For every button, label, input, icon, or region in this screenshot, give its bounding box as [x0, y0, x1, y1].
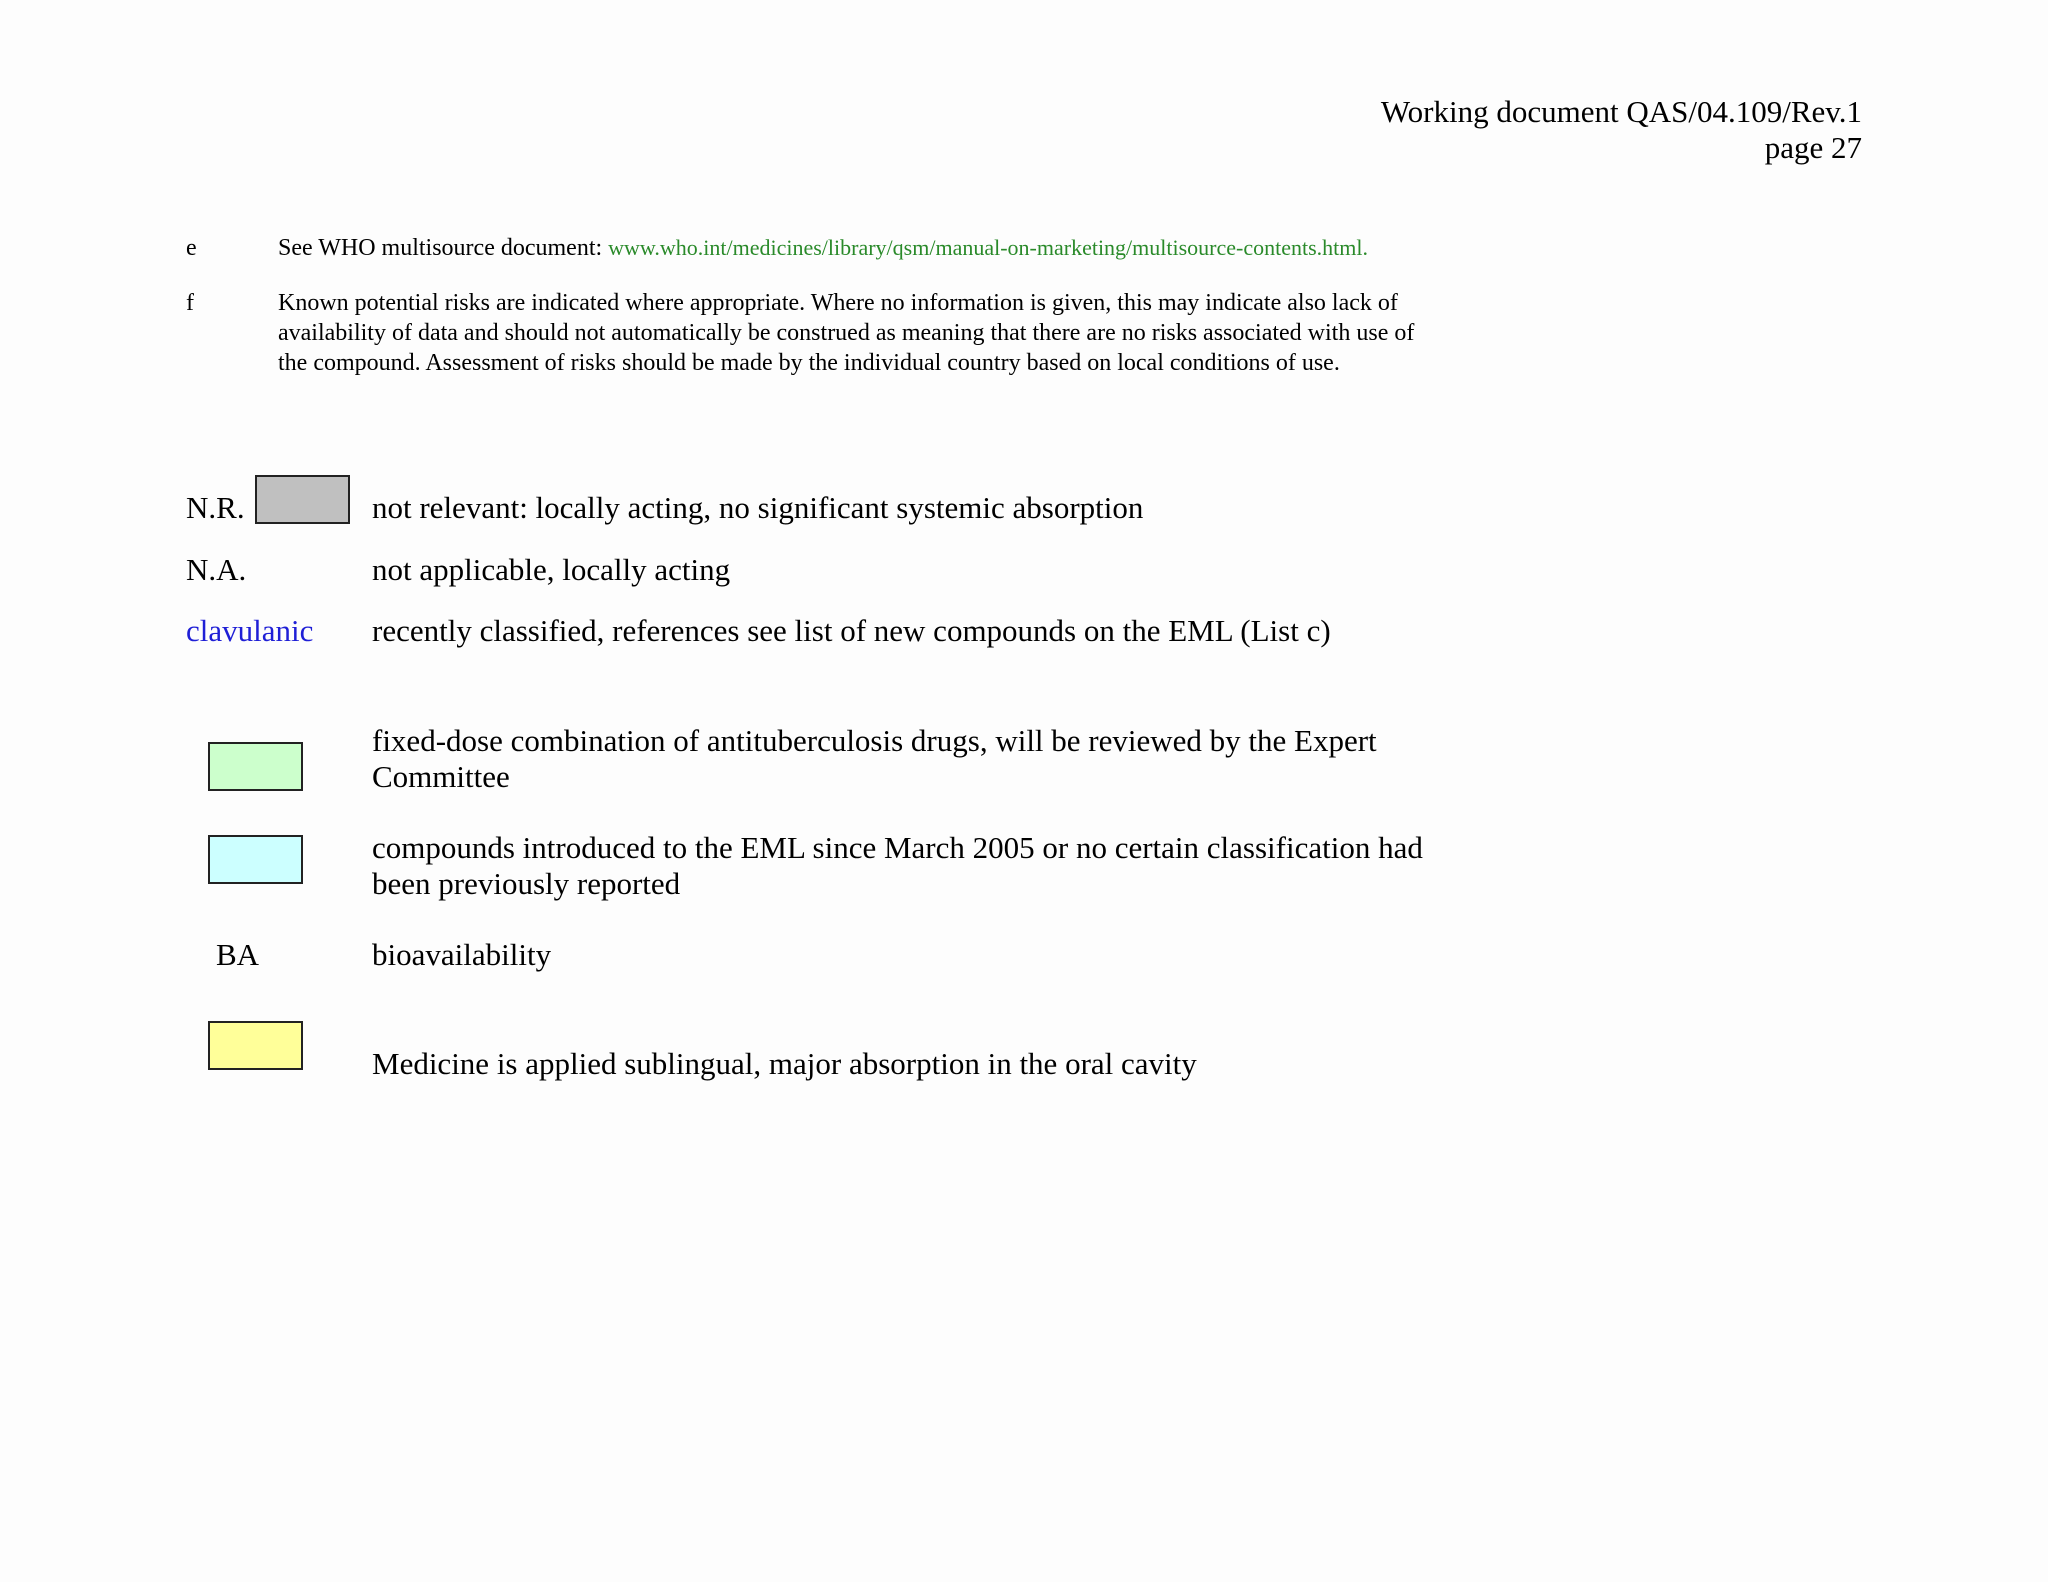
footnote-e [278, 233, 1448, 263]
legend-swatch-new-eml [208, 835, 303, 884]
legend-desc-clavulanic: recently classified, references see list of new compounds on the EML (List c) [372, 613, 1331, 648]
legend-desc-new-eml: compounds introduced to the EML since March 2005 or no certain classification had been previously reported [372, 830, 1423, 901]
page-header [1381, 94, 1862, 166]
document-id: Working document QAS/04.109/Rev.1 [1380, 94, 1862, 129]
legend-code-clavulanic: clavulanic [186, 613, 314, 648]
legend-swatch-fdc [208, 742, 303, 791]
legend-desc-ba: bioavailability [372, 937, 552, 972]
legend-desc-nr: not relevant: locally acting, no significant systemic absorption [372, 490, 1144, 525]
footnote-f-text: Known potential risks are indicated where appropriate. Where no information is given, this may indicate also lack of availability of data and should not automatically be construed as meaning that there are no risks associated with use of the compound. Assessment of risks should be made by the individual country based on local conditions of use. [278, 290, 1415, 376]
legend-swatch-sublingual [208, 1021, 303, 1070]
legend-desc-sublingual: Medicine is applied sublingual, major absorption in the oral cavity [372, 1046, 1197, 1081]
legend-code-ba: BA [216, 937, 260, 972]
legend-desc-fdc: fixed-dose combination of antituberculosis drugs, will be reviewed by the Expert Committee [372, 723, 1377, 794]
who-multisource-link[interactable]: www.who.int/medicines/library/qsm/manual-on-marketing/multisource-contents.html. [608, 235, 1369, 260]
legend-swatch-nr [255, 475, 350, 524]
legend-code-nr: N.R. [186, 490, 245, 525]
footnote-e-text: See WHO multisource document: [278, 235, 609, 261]
page-number: page 27 [1764, 130, 1862, 165]
legend-code-na: N.A. [186, 552, 247, 587]
footnote-letter-f: f [186, 290, 194, 316]
legend-desc-na: not applicable, locally acting [372, 552, 731, 587]
footnote-letter-e: e [186, 235, 197, 261]
